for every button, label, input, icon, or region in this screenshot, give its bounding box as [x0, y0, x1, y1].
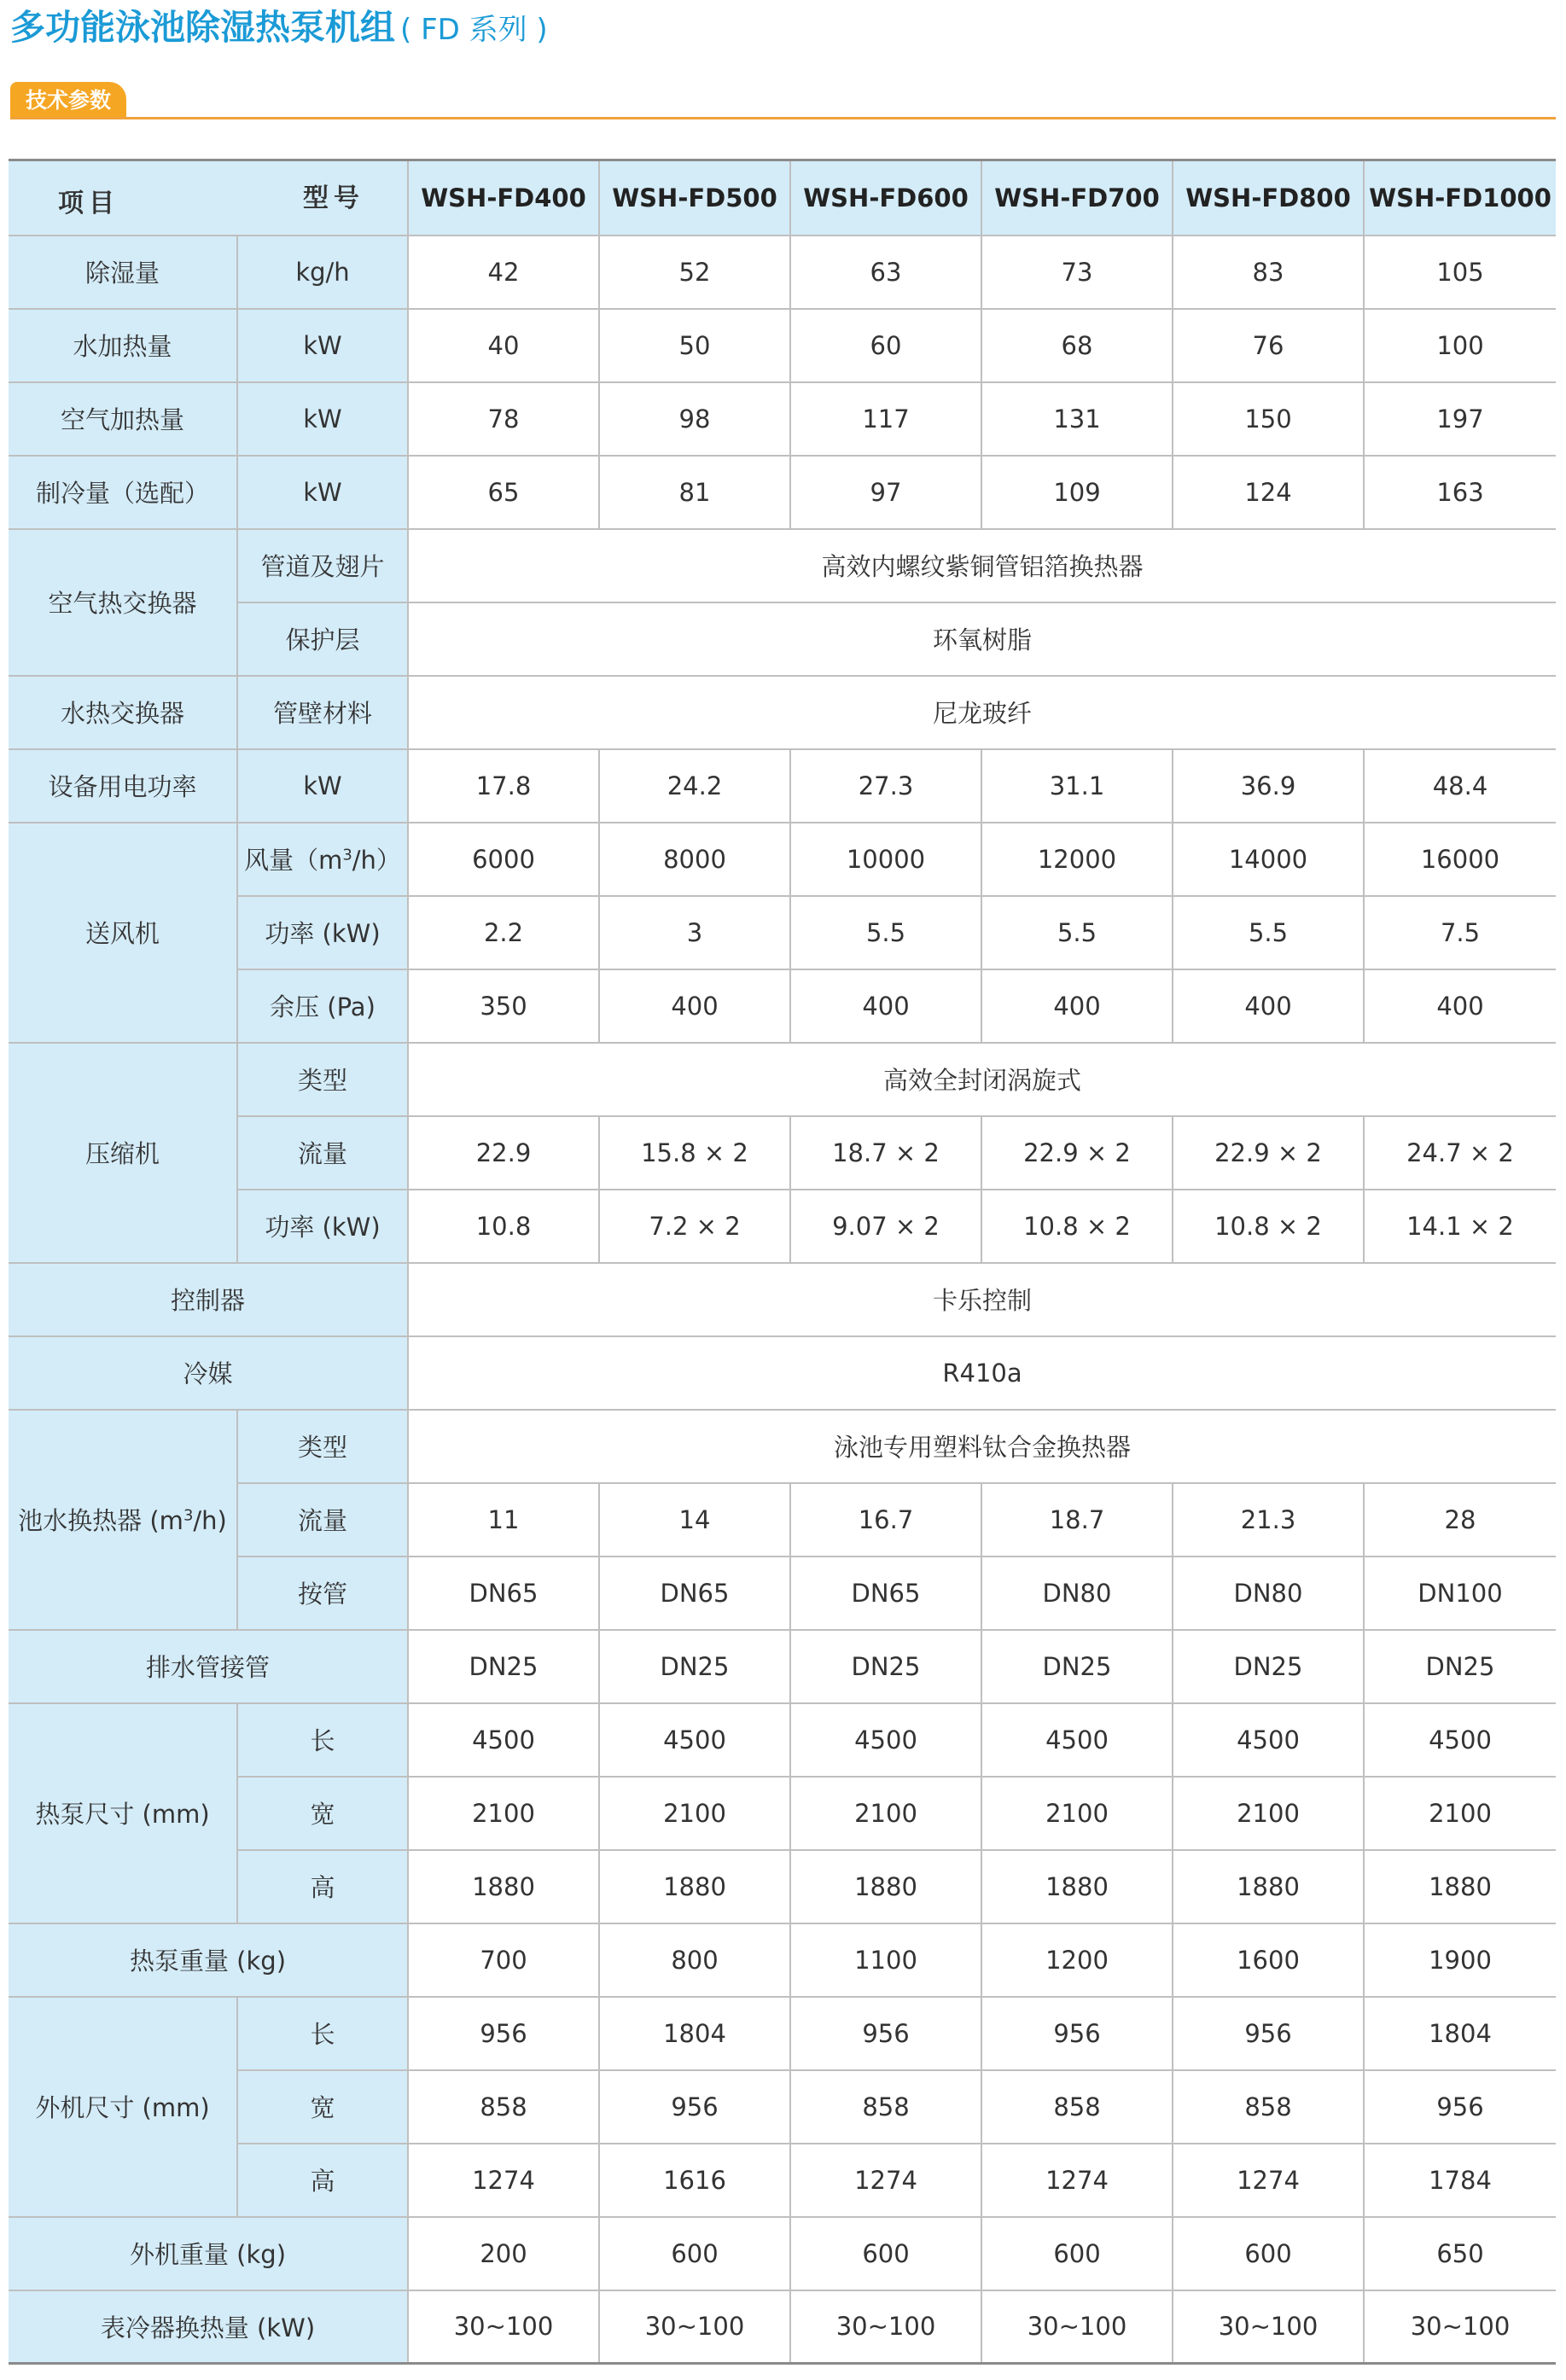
row-unit: kW — [237, 382, 408, 456]
row-drain — [9, 1630, 1556, 1703]
group-pool-exchanger-before: 池水换热器 (m — [18, 1506, 183, 1535]
row-label: 控制器 — [9, 1263, 408, 1336]
row-air_heat — [9, 382, 1556, 456]
group-fan: 送风机 — [9, 823, 237, 1043]
merged-value-cell: 高效全封闭涡旋式 — [408, 1043, 1556, 1116]
row-label: 热泵重量 (kg) — [9, 1923, 408, 1997]
value-cell: 600 — [1173, 2217, 1364, 2290]
value-cell: 1274 — [981, 2144, 1173, 2217]
value-cell: 9.07 × 2 — [790, 1190, 981, 1263]
value-cell: 956 — [408, 1997, 599, 2070]
value-cell: 52 — [599, 236, 790, 309]
value-cell: 63 — [790, 236, 981, 309]
value-cell: 22.9 × 2 — [1173, 1116, 1364, 1190]
row-sublabel: 流量 — [237, 1116, 408, 1190]
value-cell: 2100 — [408, 1777, 599, 1850]
row-comp_flow — [9, 1116, 1556, 1190]
value-cell: 30~100 — [408, 2290, 599, 2364]
page-title-suffix: ( FD 系列 ) — [400, 13, 548, 47]
row-sublabel: 功率 (kW) — [237, 896, 408, 969]
value-cell: 700 — [408, 1923, 599, 1997]
value-cell: 73 — [981, 236, 1173, 309]
value-cell: 50 — [599, 309, 790, 382]
value-cell: 27.3 — [790, 749, 981, 823]
row-cooler — [9, 2290, 1556, 2364]
value-cell: 83 — [1173, 236, 1364, 309]
value-cell: 858 — [981, 2070, 1173, 2144]
value-cell: 14 — [599, 1483, 790, 1557]
value-cell: 40 — [408, 309, 599, 382]
value-cell: 4500 — [408, 1703, 599, 1777]
value-cell: 60 — [790, 309, 981, 382]
header-corner-cell — [9, 160, 408, 236]
value-cell: 2100 — [790, 1777, 981, 1850]
merged-value-cell: 高效内螺纹紫铜管铝箔换热器 — [408, 529, 1556, 602]
value-cell: 200 — [408, 2217, 599, 2290]
value-cell: 65 — [408, 456, 599, 529]
value-cell: DN25 — [981, 1630, 1173, 1703]
row-label: 表冷器换热量 (kW) — [9, 2290, 408, 2364]
group-pool-exchanger — [9, 1410, 237, 1630]
value-cell: 956 — [1364, 2070, 1556, 2144]
value-cell: 1804 — [599, 1997, 790, 2070]
row-sublabel-before: 风量（m — [244, 846, 343, 875]
value-cell: 400 — [981, 969, 1173, 1043]
row-comp_type — [9, 1043, 1556, 1116]
value-cell: 1880 — [790, 1850, 981, 1923]
value-cell: 400 — [1173, 969, 1364, 1043]
value-cell: DN25 — [790, 1630, 981, 1703]
value-cell: 68 — [981, 309, 1173, 382]
value-cell: 4500 — [1364, 1703, 1556, 1777]
merged-value-cell: 尼龙玻纤 — [408, 676, 1556, 749]
section-divider — [10, 117, 1556, 119]
value-cell: 31.1 — [981, 749, 1173, 823]
row-hp_len — [9, 1703, 1556, 1777]
row-pool_flow — [9, 1483, 1556, 1557]
value-cell: 1274 — [408, 2144, 599, 2217]
value-cell: 1900 — [1364, 1923, 1556, 1997]
row-sublabel: 长 — [237, 1703, 408, 1777]
model-header: WSH-FD500 — [599, 160, 790, 236]
value-cell: 2.2 — [408, 896, 599, 969]
value-cell: 21.3 — [1173, 1483, 1364, 1557]
row-power — [9, 749, 1556, 823]
value-cell: 1880 — [981, 1850, 1173, 1923]
row-label: 设备用电功率 — [9, 749, 237, 823]
value-cell: 7.2 × 2 — [599, 1190, 790, 1263]
row-sublabel: 管道及翅片 — [237, 529, 408, 602]
value-cell: 600 — [599, 2217, 790, 2290]
value-cell: 400 — [599, 969, 790, 1043]
row-out_wid — [9, 2070, 1556, 2144]
group-pool-exchanger-sup: 3 — [183, 1506, 194, 1525]
value-cell: 100 — [1364, 309, 1556, 382]
value-cell: 36.9 — [1173, 749, 1364, 823]
row-sublabel: 功率 (kW) — [237, 1190, 408, 1263]
group-pool-exchanger-after: /h) — [193, 1506, 227, 1535]
row-sublabel: 余压 (Pa) — [237, 969, 408, 1043]
row-pool_type — [9, 1410, 1556, 1483]
value-cell: 1784 — [1364, 2144, 1556, 2217]
row-sublabel: 宽 — [237, 1777, 408, 1850]
value-cell: 1880 — [408, 1850, 599, 1923]
model-header: WSH-FD600 — [790, 160, 981, 236]
value-cell: DN25 — [1364, 1630, 1556, 1703]
row-sublabel: 高 — [237, 2144, 408, 2217]
value-cell: 1880 — [599, 1850, 790, 1923]
value-cell: 14.1 × 2 — [1364, 1190, 1556, 1263]
model-header: WSH-FD400 — [408, 160, 599, 236]
value-cell: DN25 — [408, 1630, 599, 1703]
value-cell: 109 — [981, 456, 1173, 529]
value-cell: 163 — [1364, 456, 1556, 529]
value-cell: 12000 — [981, 823, 1173, 896]
spec-table-wrapper — [9, 159, 1556, 2365]
row-fan_flow — [9, 823, 1556, 896]
value-cell: 48.4 — [1364, 749, 1556, 823]
merged-value-cell: 卡乐控制 — [408, 1263, 1556, 1336]
value-cell: 2100 — [1364, 1777, 1556, 1850]
value-cell: 42 — [408, 236, 599, 309]
value-cell: 7.5 — [1364, 896, 1556, 969]
row-out_hgt — [9, 2144, 1556, 2217]
row-label: 制冷量（选配） — [9, 456, 237, 529]
row-hp_wid — [9, 1777, 1556, 1850]
value-cell: 1274 — [1173, 2144, 1364, 2217]
value-cell: 15.8 × 2 — [599, 1116, 790, 1190]
row-label: 外机重量 (kg) — [9, 2217, 408, 2290]
row-sublabel: 类型 — [237, 1043, 408, 1116]
row-pool_pipe — [9, 1557, 1556, 1630]
page-title — [10, 3, 548, 54]
merged-value-cell: 环氧树脂 — [408, 602, 1556, 676]
value-cell: 600 — [981, 2217, 1173, 2290]
row-sublabel-after: /h） — [352, 846, 401, 875]
row-sublabel: 按管 — [237, 1557, 408, 1630]
value-cell: 11 — [408, 1483, 599, 1557]
section-tab-tech-params: 技术参数 — [10, 82, 126, 119]
value-cell: 400 — [1364, 969, 1556, 1043]
value-cell: 800 — [599, 1923, 790, 1997]
group-compressor: 压缩机 — [9, 1043, 237, 1263]
value-cell: 81 — [599, 456, 790, 529]
value-cell: 28 — [1364, 1483, 1556, 1557]
value-cell: 2100 — [599, 1777, 790, 1850]
row-hp_weight — [9, 1923, 1556, 1997]
value-cell: 18.7 — [981, 1483, 1173, 1557]
row-sublabel: 流量 — [237, 1483, 408, 1557]
row-dehumid — [9, 236, 1556, 309]
value-cell: 16000 — [1364, 823, 1556, 896]
value-cell: 78 — [408, 382, 599, 456]
value-cell: DN80 — [981, 1557, 1173, 1630]
row-sublabel: 管壁材料 — [237, 676, 408, 749]
row-comp_power — [9, 1190, 1556, 1263]
value-cell: 4500 — [981, 1703, 1173, 1777]
value-cell: 10.8 — [408, 1190, 599, 1263]
value-cell: 131 — [981, 382, 1173, 456]
row-sublabel: 宽 — [237, 2070, 408, 2144]
row-refrigerant — [9, 1336, 1556, 1410]
row-label: 冷媒 — [9, 1336, 408, 1410]
value-cell: 14000 — [1173, 823, 1364, 896]
value-cell: DN25 — [599, 1630, 790, 1703]
value-cell: 600 — [790, 2217, 981, 2290]
value-cell: 5.5 — [981, 896, 1173, 969]
row-sublabel: 保护层 — [237, 602, 408, 676]
group-outdoor-size: 外机尺寸 (mm) — [9, 1997, 237, 2217]
spec-table — [9, 159, 1556, 2365]
corner-model-label: 型号 — [303, 183, 364, 213]
row-unit: kW — [237, 456, 408, 529]
value-cell: 124 — [1173, 456, 1364, 529]
header-row — [9, 160, 1556, 236]
value-cell: 1880 — [1173, 1850, 1364, 1923]
value-cell: 30~100 — [1364, 2290, 1556, 2364]
value-cell: 1100 — [790, 1923, 981, 1997]
row-unit: kg/h — [237, 236, 408, 309]
value-cell: 18.7 × 2 — [790, 1116, 981, 1190]
value-cell: 2100 — [1173, 1777, 1364, 1850]
value-cell: 4500 — [599, 1703, 790, 1777]
model-header: WSH-FD700 — [981, 160, 1173, 236]
row-fan_power — [9, 896, 1556, 969]
value-cell: 10.8 × 2 — [981, 1190, 1173, 1263]
value-cell: 858 — [408, 2070, 599, 2144]
value-cell: 30~100 — [599, 2290, 790, 2364]
value-cell: 1200 — [981, 1923, 1173, 1997]
row-hp_hgt — [9, 1850, 1556, 1923]
merged-value-cell: R410a — [408, 1336, 1556, 1410]
group-water-exchanger: 水热交换器 — [9, 676, 237, 749]
value-cell: 4500 — [1173, 1703, 1364, 1777]
value-cell: 98 — [599, 382, 790, 456]
row-out_weight — [9, 2217, 1556, 2290]
row-coating — [9, 602, 1556, 676]
value-cell: 76 — [1173, 309, 1364, 382]
value-cell: DN25 — [1173, 1630, 1364, 1703]
value-cell: 1616 — [599, 2144, 790, 2217]
value-cell: 956 — [790, 1997, 981, 2070]
row-cooling — [9, 456, 1556, 529]
row-sublabel-sup: 3 — [342, 846, 352, 864]
value-cell: DN65 — [599, 1557, 790, 1630]
value-cell: 858 — [790, 2070, 981, 2144]
row-sublabel: 类型 — [237, 1410, 408, 1483]
value-cell: 1804 — [1364, 1997, 1556, 2070]
value-cell: 3 — [599, 896, 790, 969]
value-cell: 97 — [790, 456, 981, 529]
value-cell: DN100 — [1364, 1557, 1556, 1630]
value-cell: DN65 — [408, 1557, 599, 1630]
value-cell: 10000 — [790, 823, 981, 896]
value-cell: 105 — [1364, 236, 1556, 309]
row-unit: kW — [237, 749, 408, 823]
value-cell: 1600 — [1173, 1923, 1364, 1997]
row-sublabel — [237, 823, 408, 896]
value-cell: DN80 — [1173, 1557, 1364, 1630]
row-controller — [9, 1263, 1556, 1336]
value-cell: 4500 — [790, 1703, 981, 1777]
value-cell: 956 — [981, 1997, 1173, 2070]
value-cell: 16.7 — [790, 1483, 981, 1557]
value-cell: 5.5 — [790, 896, 981, 969]
value-cell: 8000 — [599, 823, 790, 896]
merged-value-cell: 泳池专用塑料钛合金换热器 — [408, 1410, 1556, 1483]
value-cell: 6000 — [408, 823, 599, 896]
row-out_len — [9, 1997, 1556, 2070]
value-cell: 5.5 — [1173, 896, 1364, 969]
value-cell: 150 — [1173, 382, 1364, 456]
value-cell: 197 — [1364, 382, 1556, 456]
value-cell: 22.9 — [408, 1116, 599, 1190]
value-cell: 858 — [1173, 2070, 1364, 2144]
model-header: WSH-FD1000 — [1364, 160, 1556, 236]
value-cell: 17.8 — [408, 749, 599, 823]
value-cell: 30~100 — [981, 2290, 1173, 2364]
value-cell: 22.9 × 2 — [981, 1116, 1173, 1190]
row-pipe_fin — [9, 529, 1556, 602]
page-title-main: 多功能泳池除湿热泵机组 — [10, 7, 395, 48]
row-label: 水加热量 — [9, 309, 237, 382]
value-cell: 24.7 × 2 — [1364, 1116, 1556, 1190]
value-cell: 400 — [790, 969, 981, 1043]
value-cell: 30~100 — [790, 2290, 981, 2364]
row-unit: kW — [237, 309, 408, 382]
corner-item-label: 项目 — [58, 188, 119, 218]
value-cell: 650 — [1364, 2217, 1556, 2290]
value-cell: 10.8 × 2 — [1173, 1190, 1364, 1263]
value-cell: 956 — [599, 2070, 790, 2144]
row-label: 除湿量 — [9, 236, 237, 309]
row-wall_mat — [9, 676, 1556, 749]
row-fan_pressure — [9, 969, 1556, 1043]
model-header: WSH-FD800 — [1173, 160, 1364, 236]
value-cell: 24.2 — [599, 749, 790, 823]
row-sublabel: 长 — [237, 1997, 408, 2070]
value-cell: 956 — [1173, 1997, 1364, 2070]
value-cell: 1880 — [1364, 1850, 1556, 1923]
value-cell: 117 — [790, 382, 981, 456]
group-heat-pump-size: 热泵尺寸 (mm) — [9, 1703, 237, 1923]
row-label: 排水管接管 — [9, 1630, 408, 1703]
row-label: 空气加热量 — [9, 382, 237, 456]
row-water_heat — [9, 309, 1556, 382]
group-air-exchanger: 空气热交换器 — [9, 529, 237, 676]
value-cell: 350 — [408, 969, 599, 1043]
value-cell: 30~100 — [1173, 2290, 1364, 2364]
value-cell: 1274 — [790, 2144, 981, 2217]
value-cell: 2100 — [981, 1777, 1173, 1850]
row-sublabel: 高 — [237, 1850, 408, 1923]
value-cell: DN65 — [790, 1557, 981, 1630]
